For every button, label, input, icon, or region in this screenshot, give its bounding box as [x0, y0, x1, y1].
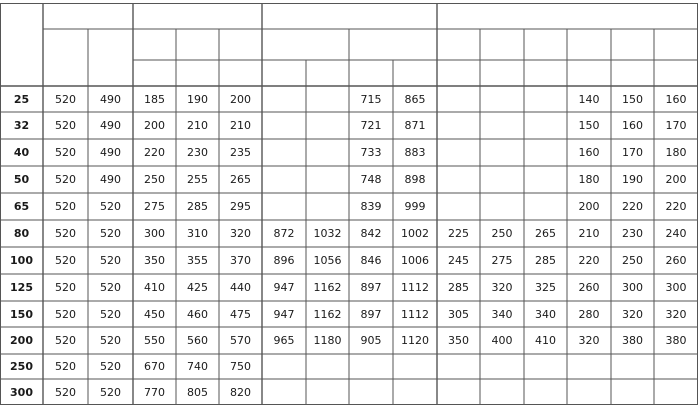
table-cell: 490 [100, 119, 121, 132]
table-cell: 520 [100, 385, 121, 399]
table-cell: 200 [665, 173, 687, 186]
table-cell [306, 379, 349, 405]
table-cell [437, 112, 480, 139]
table-cell: 750 [230, 360, 251, 373]
table-cell: 520 [100, 334, 121, 347]
table-cell: 947 [273, 307, 295, 321]
table-cell: 245 [448, 254, 469, 267]
table-cell: 230 [187, 146, 208, 159]
table-cell: 250 [491, 227, 513, 240]
table-cell: 947 [273, 281, 295, 294]
table-cell [262, 112, 306, 139]
a-subheader-merge [88, 29, 133, 86]
table-cell [524, 193, 567, 220]
table-cell [306, 354, 349, 379]
h-type-label [349, 60, 393, 86]
table-cell: 520 [55, 119, 76, 132]
table-cell: 550 [144, 334, 165, 347]
table-cell: 350 [448, 334, 469, 347]
table-cell: 865 [404, 92, 426, 106]
table-cell: 170 [622, 146, 643, 159]
h1-pn-value [480, 60, 524, 86]
table-cell: 770 [144, 385, 165, 399]
table-cell: 520 [55, 200, 76, 213]
table-cell [480, 112, 524, 139]
table-cell [524, 112, 567, 139]
table-cell: 325 [535, 281, 556, 294]
table-cell: 1056 [313, 254, 342, 267]
group-header-h1 [437, 3, 698, 29]
table-cell [349, 379, 393, 405]
table-cell [262, 354, 306, 379]
table-cell: 1002 [401, 227, 429, 240]
table-cell [480, 166, 524, 193]
table-cell [437, 354, 480, 379]
table-cell: 897 [360, 307, 382, 321]
table-cell: 320 [491, 281, 513, 294]
row-dn-cell: 100 [10, 254, 33, 267]
table-cell: 190 [187, 92, 208, 106]
table-cell [306, 193, 349, 220]
h-subheader-split [262, 29, 349, 60]
table-cell: 380 [622, 334, 643, 347]
table-cell: 820 [230, 385, 251, 399]
table-cell [611, 379, 654, 405]
table-cell: 140 [578, 92, 600, 106]
table-cell: 320 [665, 307, 687, 321]
table-cell [524, 166, 567, 193]
table-cell [262, 166, 306, 193]
row-dn-cell: 32 [13, 119, 30, 132]
table-cell: 520 [55, 227, 76, 240]
table-cell: 520 [55, 334, 76, 347]
table-cell [262, 86, 306, 112]
table-cell: 520 [55, 307, 76, 321]
table-cell: 300 [665, 281, 687, 294]
h-type-label [393, 60, 437, 86]
table-cell [654, 379, 698, 405]
table-cell: 370 [230, 254, 251, 267]
table-cell: 210 [187, 119, 208, 132]
table-cell: 250 [144, 173, 165, 186]
table-cell [480, 86, 524, 112]
a-subheader-split [43, 29, 88, 86]
h1-pn-label [611, 29, 654, 60]
h-subheader-merge [349, 29, 437, 60]
table-cell [611, 354, 654, 379]
table-cell: 200 [578, 200, 600, 213]
table-cell: 230 [622, 227, 643, 240]
h1-pn-value [611, 60, 654, 86]
table-cell: 520 [100, 200, 121, 213]
table-cell: 733 [360, 146, 382, 159]
table-cell: 185 [144, 92, 165, 106]
table-cell: 520 [55, 360, 76, 373]
table-cell [262, 139, 306, 166]
table-cell: 872 [273, 227, 295, 240]
table-cell: 150 [578, 119, 600, 132]
table-cell: 380 [665, 334, 687, 347]
table-cell: 1006 [401, 254, 429, 267]
table-cell: 1180 [313, 334, 342, 347]
row-dn-cell: 200 [10, 334, 33, 347]
row-dn-cell: 50 [13, 173, 30, 186]
table-cell: 280 [578, 307, 600, 321]
table-cell [306, 86, 349, 112]
table-cell: 425 [187, 281, 208, 294]
table-cell [480, 379, 524, 405]
row-dn-cell: 65 [13, 200, 30, 213]
table-cell: 896 [273, 254, 295, 267]
table-cell: 275 [144, 200, 165, 213]
group-header-l [133, 3, 262, 29]
table-cell: 210 [230, 119, 251, 132]
table-cell: 721 [360, 119, 382, 132]
table-cell: 295 [230, 200, 251, 213]
row-dn-cell: 125 [10, 281, 33, 294]
h1-pn-label [480, 29, 524, 60]
table-cell: 520 [100, 254, 121, 267]
table-cell: 839 [360, 200, 382, 213]
table-cell [262, 379, 306, 405]
table-cell: 305 [448, 307, 469, 321]
table-cell: 410 [144, 281, 165, 294]
l-pn-label [176, 29, 219, 60]
table-cell [306, 166, 349, 193]
table-cell: 355 [187, 254, 208, 267]
h-type-label [306, 60, 349, 86]
table-cell [567, 354, 611, 379]
table-cell [262, 193, 306, 220]
table-cell: 965 [273, 334, 295, 347]
table-cell: 300 [144, 227, 165, 240]
group-header-a [43, 3, 133, 29]
table-cell: 740 [187, 360, 208, 373]
table-cell: 999 [404, 200, 426, 213]
row-dn-cell: 25 [13, 92, 30, 106]
table-cell: 460 [187, 307, 208, 321]
table-cell: 842 [360, 227, 382, 240]
table-cell [524, 379, 567, 405]
table-cell [480, 139, 524, 166]
table-cell: 570 [230, 334, 251, 347]
table-cell: 200 [230, 92, 251, 106]
table-cell: 400 [491, 334, 513, 347]
table-cell [654, 354, 698, 379]
table-cell: 250 [622, 254, 643, 267]
table-cell: 310 [187, 227, 208, 240]
table-cell: 220 [578, 254, 600, 267]
table-cell: 320 [230, 227, 251, 240]
dimension-table [0, 3, 700, 405]
h1-pn-label [524, 29, 567, 60]
group-header-h [262, 3, 437, 29]
table-cell: 490 [100, 92, 121, 106]
table-cell: 520 [55, 385, 76, 399]
table-cell: 180 [578, 173, 600, 186]
l-pn-value [133, 60, 176, 86]
table-cell: 220 [622, 200, 643, 213]
table-cell: 520 [55, 281, 76, 294]
table-cell: 805 [187, 385, 208, 399]
row-dn-cell: 80 [13, 227, 30, 240]
table-cell: 905 [360, 334, 382, 347]
table-cell: 340 [535, 307, 556, 321]
table-cell: 883 [404, 146, 426, 159]
row-dn-cell: 150 [10, 307, 33, 321]
h1-pn-value [567, 60, 611, 86]
h-type-label [262, 60, 306, 86]
table-cell: 475 [230, 307, 251, 321]
table-cell [306, 112, 349, 139]
h1-pn-value [524, 60, 567, 86]
table-cell: 265 [535, 227, 556, 240]
table-cell [480, 193, 524, 220]
table-cell: 520 [100, 227, 121, 240]
h1-pn-label [567, 29, 611, 60]
table-cell: 1112 [401, 307, 429, 321]
table-cell: 160 [578, 146, 600, 159]
table-cell: 560 [187, 334, 208, 347]
table-cell: 285 [448, 281, 469, 294]
table-cell: 260 [665, 254, 687, 267]
table-cell: 520 [100, 307, 121, 321]
table-cell: 210 [578, 227, 600, 240]
table-cell [393, 379, 437, 405]
table-cell: 1162 [313, 307, 342, 321]
h1-pn-label [654, 29, 698, 60]
table-cell: 160 [665, 92, 687, 106]
table-cell: 898 [404, 173, 426, 186]
table-cell: 285 [187, 200, 208, 213]
table-cell: 520 [55, 146, 76, 159]
table-cell: 520 [100, 360, 121, 373]
table-cell: 670 [144, 360, 165, 373]
table-cell: 255 [187, 173, 208, 186]
table-cell: 200 [144, 119, 165, 132]
table-cell: 490 [100, 146, 121, 159]
table-cell [567, 379, 611, 405]
table-cell [437, 193, 480, 220]
table-cell: 220 [144, 146, 165, 159]
table-cell: 748 [360, 173, 382, 186]
table-cell: 520 [55, 254, 76, 267]
table-cell: 1112 [401, 281, 429, 294]
table-cell [437, 139, 480, 166]
table-cell: 871 [404, 119, 426, 132]
table-cell: 320 [578, 334, 600, 347]
table-cell: 220 [665, 200, 687, 213]
table-cell: 320 [622, 307, 643, 321]
l-pn-label [133, 29, 176, 60]
stub-header-dn-mm [0, 3, 43, 86]
table-cell: 350 [144, 254, 165, 267]
table-cell [524, 354, 567, 379]
table-cell [480, 354, 524, 379]
l-pn-value [176, 60, 219, 86]
row-dn-cell: 40 [13, 146, 30, 159]
table-cell: 300 [622, 281, 643, 294]
table-cell [306, 139, 349, 166]
table-cell [524, 139, 567, 166]
table-cell [393, 354, 437, 379]
row-dn-cell: 250 [10, 360, 33, 373]
table-cell: 715 [360, 92, 382, 106]
table-cell: 1120 [401, 334, 429, 347]
h1-pn-value [437, 60, 480, 86]
table-cell: 897 [360, 281, 382, 294]
table-cell: 1162 [313, 281, 342, 294]
h1-pn-value [654, 60, 698, 86]
l-pn-label [219, 29, 262, 60]
table-cell: 340 [491, 307, 513, 321]
table-cell [437, 86, 480, 112]
table-cell: 260 [578, 281, 600, 294]
h1-pn-label [437, 29, 480, 60]
table-cell: 275 [491, 254, 513, 267]
table-cell: 235 [230, 146, 251, 159]
table-cell: 440 [230, 281, 251, 294]
table-cell: 520 [100, 281, 121, 294]
table-cell: 490 [100, 173, 121, 186]
l-pn-value [219, 60, 262, 86]
table-cell: 520 [55, 92, 76, 106]
table-cell [437, 166, 480, 193]
table-cell: 240 [665, 227, 687, 240]
table-cell: 520 [55, 173, 76, 186]
table-cell [349, 354, 393, 379]
table-cell: 150 [622, 92, 643, 106]
row-dn-cell: 300 [10, 385, 33, 399]
table-cell: 170 [665, 119, 687, 132]
table-cell: 160 [622, 119, 643, 132]
table-cell: 180 [665, 146, 687, 159]
table-cell: 846 [360, 254, 382, 267]
table-cell: 190 [622, 173, 643, 186]
table-cell: 1032 [313, 227, 342, 240]
table-cell: 285 [535, 254, 556, 267]
table-cell: 410 [535, 334, 556, 347]
table-cell: 450 [144, 307, 165, 321]
table-cell [437, 379, 480, 405]
table-cell [524, 86, 567, 112]
table-cell: 265 [230, 173, 251, 186]
table-cell: 225 [448, 227, 469, 240]
